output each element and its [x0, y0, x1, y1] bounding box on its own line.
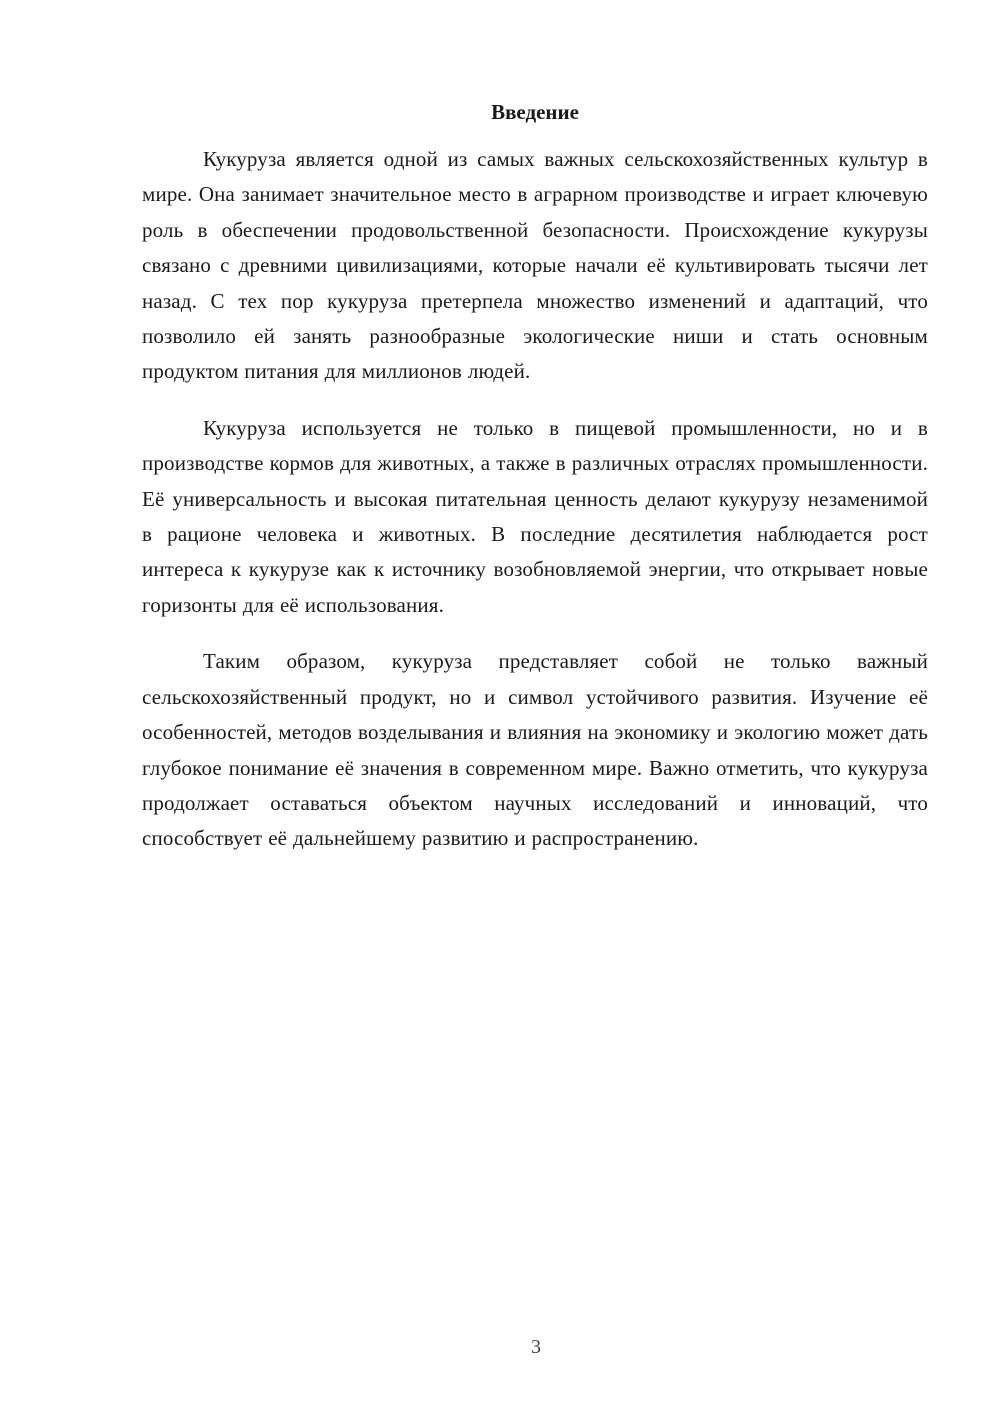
body-text [142, 142, 928, 878]
paragraph-1: Кукуруза является одной из самых важных сельскохозяйственных культур в мире. Она занимает значительное место в аграрном производстве и играет ключевую роль в обеспечении продовольственной безопасности. Происхождение кукурузы связано с древними цивилизациями, которые начали её культивировать тысячи лет назад. С тех пор кукуруза претерпела множество изменений и адаптаций, что позволило ей занять разнообразные экологические ниши и стать основным продуктом питания для миллионов людей. [142, 147, 928, 384]
paragraph-3: Таким образом, кукуруза представляет собой не только важный сельскохозяйственный продукт, но и символ устойчивого развития. Изучение её особенностей, методов возделывания и влияния на экономику и экологию может дать глубокое понимание её значения в современном мире. Важно отметить, что кукуруза продолжает оставаться объектом научных исследований и инноваций, что способствует её дальнейшему развитию и распространению. [142, 649, 928, 851]
section-title: Введение [491, 100, 579, 124]
page-number: 3 [531, 1336, 541, 1358]
paragraph-2: Кукуруза используется не только в пищевой промышленности, но и в производстве кормов для животных, а также в различных отраслях промышленности. Её универсальность и высокая питательная ценность делают кукурузу незаменимой в рационе человека и животных. В последние десятилетия наблюдается рост интереса к кукурузе как к источнику возобновляемой энергии, что открывает новые горизонты для её использования. [142, 415, 928, 617]
